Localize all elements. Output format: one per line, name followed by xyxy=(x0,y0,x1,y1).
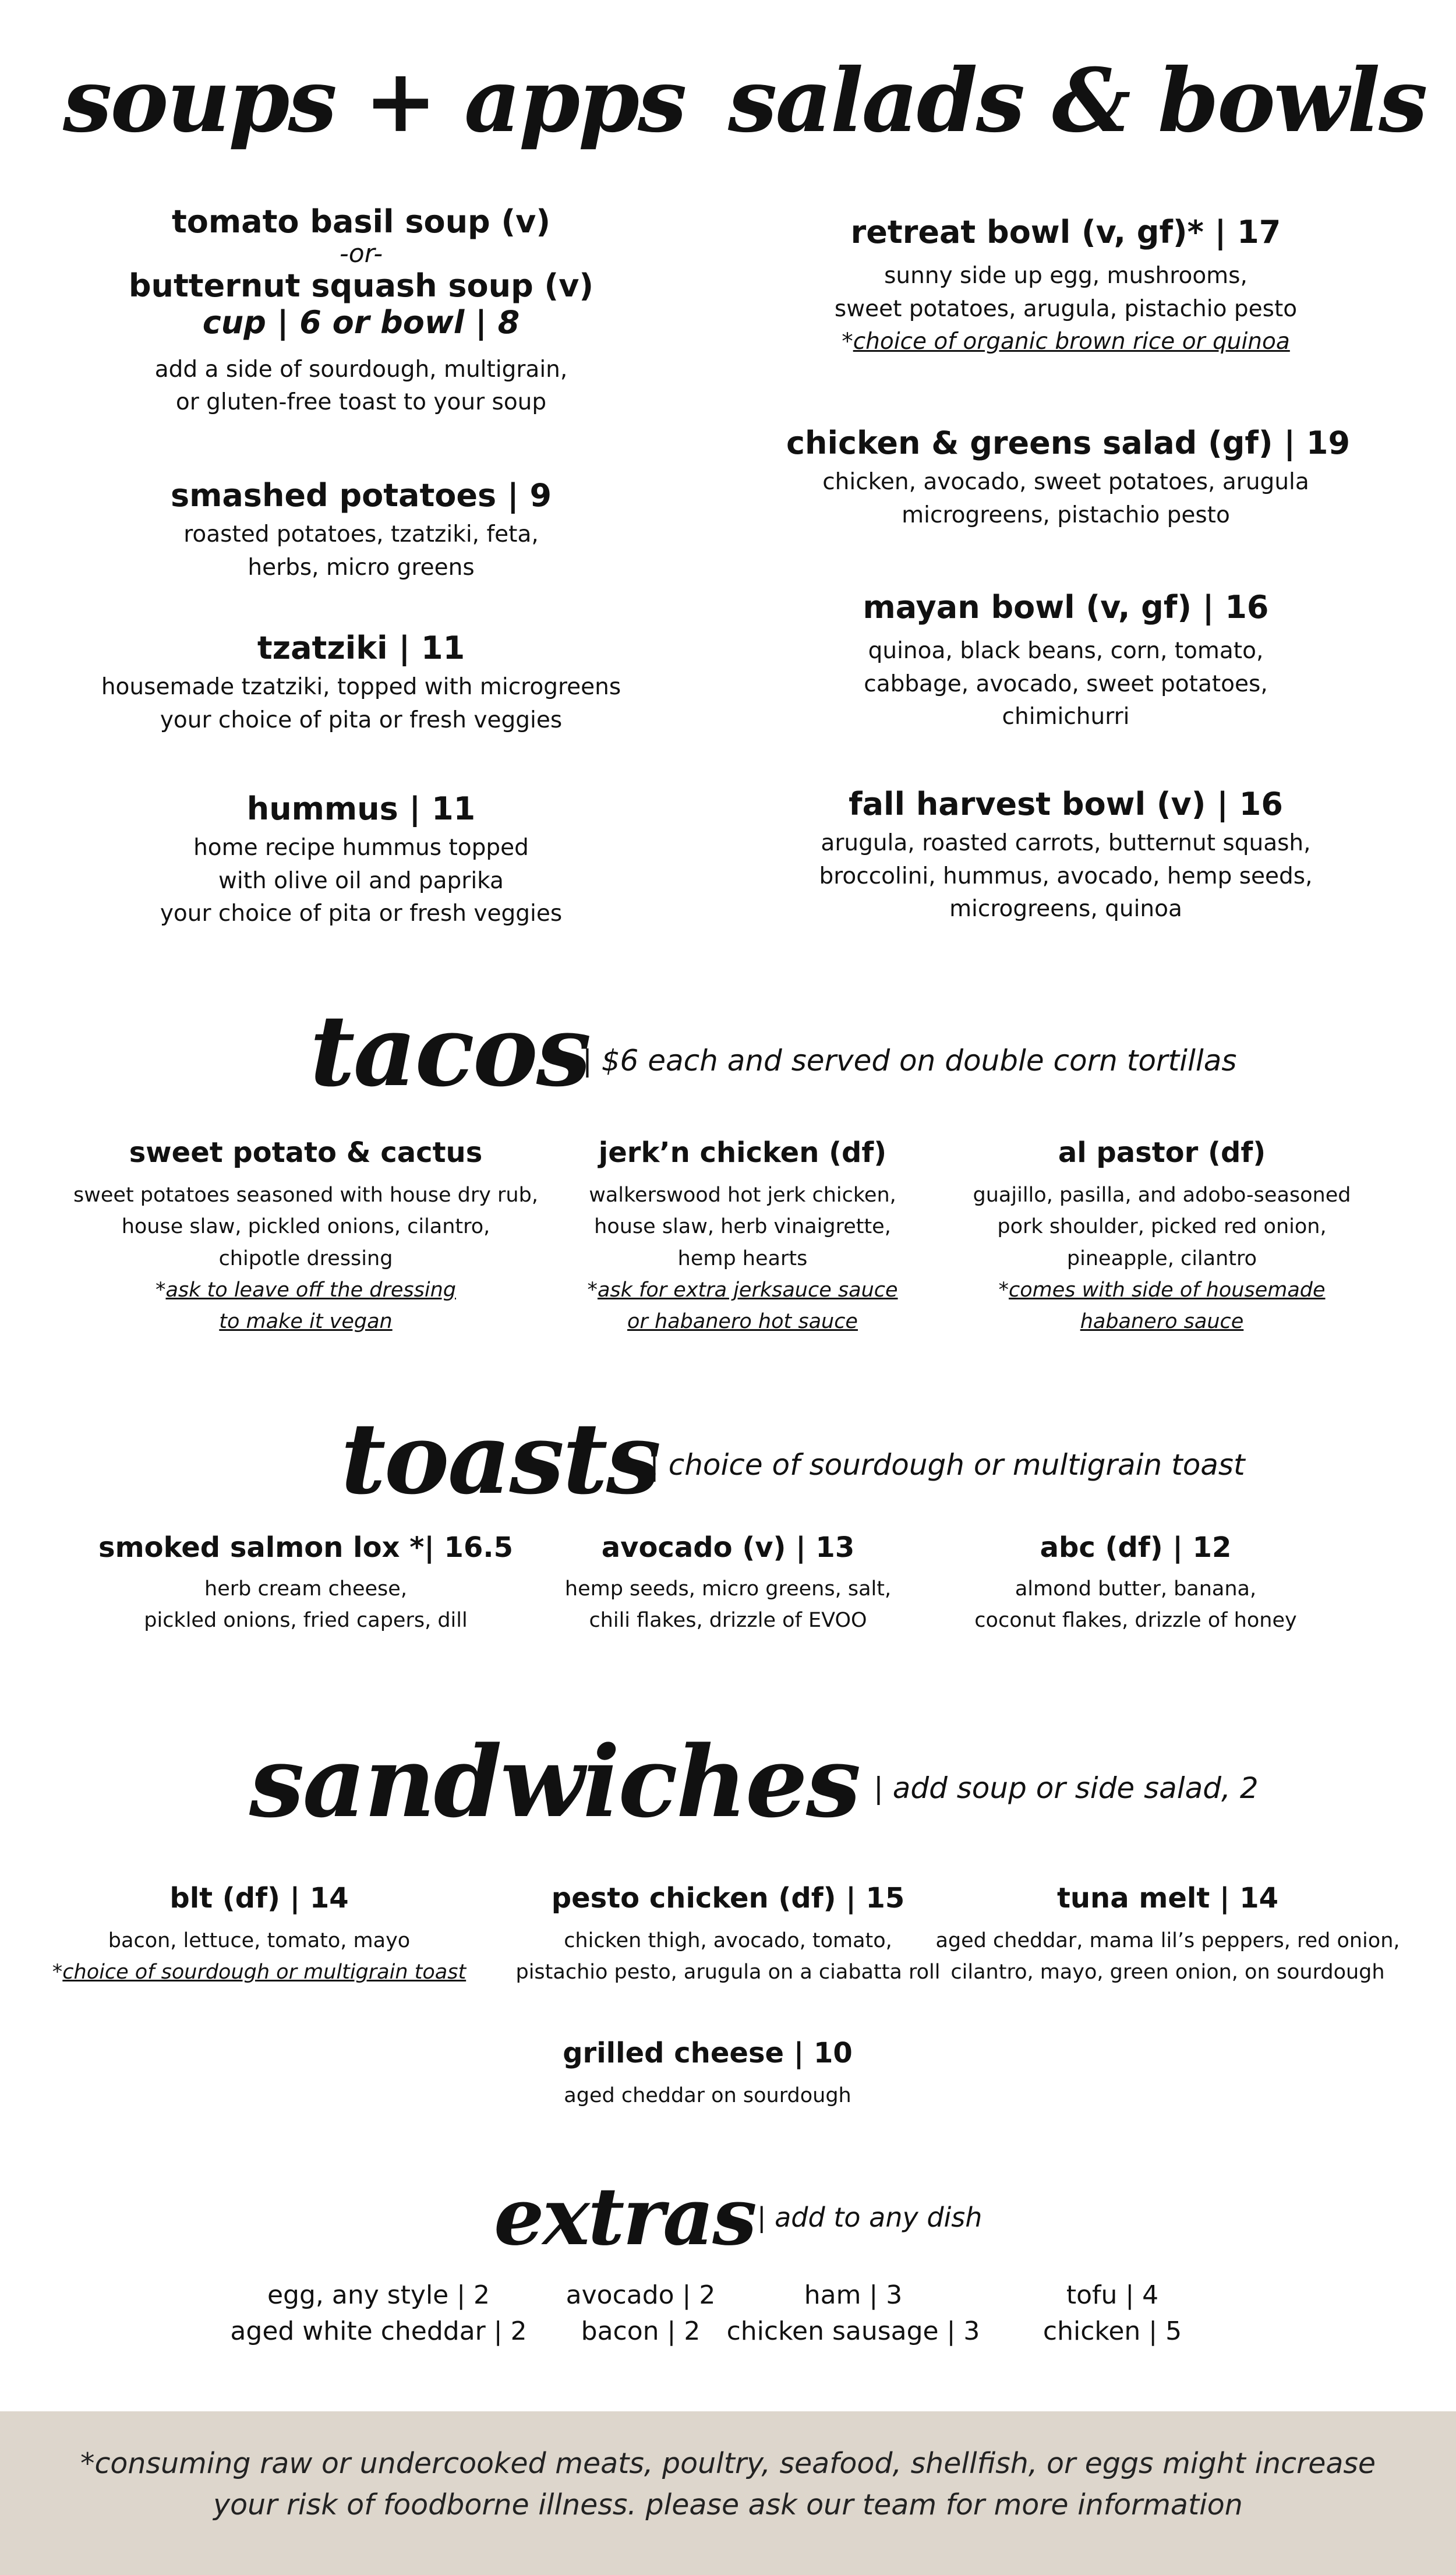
menu-item-fall-harvest-bowl xyxy=(786,786,1345,926)
item-name: smashed potatoes | 9 xyxy=(170,477,552,514)
item-desc: your choice of pita or fresh veggies xyxy=(160,900,563,927)
heading-toasts: toasts xyxy=(341,1401,660,1516)
menu-item-mayan-bowl xyxy=(786,589,1345,734)
item-desc: broccolini, hummus, avocado, hemp seeds, xyxy=(819,863,1313,889)
item-note: habanero sauce xyxy=(1080,1310,1244,1334)
item-name: pesto chicken (df) | 15 xyxy=(551,1882,905,1915)
item-note: *comes with side of housemade xyxy=(998,1278,1326,1302)
item-desc: hemp hearts xyxy=(677,1246,808,1270)
item-desc: with olive oil and paprika xyxy=(218,867,504,894)
item-desc: cabbage, avocado, sweet potatoes, xyxy=(864,670,1268,697)
menu-item-al-pastor-taco xyxy=(920,1137,1404,1337)
extra-item: chicken | 5 xyxy=(1042,2316,1182,2346)
soup-name-1: tomato basil soup (v) xyxy=(171,203,551,240)
heading-sandwiches: sandwiches xyxy=(249,1724,860,1839)
menu-item-smashed-potatoes xyxy=(82,478,641,584)
item-desc: aged cheddar on sourdough xyxy=(564,2084,851,2108)
item-desc: housemade tzatziki, topped with microgreens xyxy=(101,674,621,701)
extras-tagline: | add to any dish xyxy=(757,2202,983,2233)
item-desc: bacon, lettuce, tomato, mayo xyxy=(108,1929,411,1953)
item-desc: sunny side up egg, mushrooms, xyxy=(884,263,1248,289)
tacos-tagline: | $6 each and served on double corn tortillas xyxy=(582,1044,1237,1078)
item-desc: microgreens, pistachio pesto xyxy=(902,501,1230,528)
extra-item: chicken sausage | 3 xyxy=(726,2316,980,2346)
item-desc: your choice of pita or fresh veggies xyxy=(160,707,563,733)
item-desc: chili flakes, drizzle of EVOO xyxy=(589,1609,867,1633)
item-desc: pineapple, cilantro xyxy=(1066,1246,1257,1270)
menu-item-blt xyxy=(35,1882,483,1988)
extra-item: egg, any style | 2 xyxy=(267,2280,490,2310)
menu-item-abc-toast xyxy=(894,1532,1377,1637)
item-name: al pastor (df) xyxy=(1058,1136,1266,1169)
menu-item-sweet-potato-cactus-taco xyxy=(64,1137,547,1337)
item-desc: quinoa, black beans, corn, tomato, xyxy=(868,638,1264,665)
menu-item-smoked-salmon-lox xyxy=(64,1532,547,1637)
item-name: avocado (v) | 13 xyxy=(601,1531,855,1564)
item-desc: pistachio pesto, arugula on a ciabatta roll xyxy=(515,1961,941,1984)
toasts-tagline: | choice of sourdough or multigrain toast xyxy=(649,1448,1245,1482)
item-desc: home recipe hummus topped xyxy=(193,835,529,861)
extra-item: aged white cheddar | 2 xyxy=(230,2316,527,2346)
item-desc: guajillo, pasilla, and adobo-seasoned xyxy=(973,1184,1351,1207)
soup-desc-2: or gluten-free toast to your soup xyxy=(175,389,547,416)
item-desc: herbs, micro greens xyxy=(248,554,475,581)
item-name: grilled cheese | 10 xyxy=(563,2037,853,2069)
item-desc: coconut flakes, drizzle of honey xyxy=(974,1609,1297,1633)
item-name: mayan bowl (v, gf) | 16 xyxy=(863,589,1269,626)
item-note: *choice of sourdough or multigrain toast xyxy=(52,1961,467,1984)
menu-item-hummus xyxy=(82,791,641,931)
item-note: or habanero hot sauce xyxy=(627,1310,858,1334)
item-desc: roasted potatoes, tzatziki, feta, xyxy=(183,521,539,548)
item-name: fall harvest bowl (v) | 16 xyxy=(849,786,1283,822)
item-desc: almond butter, banana, xyxy=(1015,1577,1257,1601)
item-note: *ask to leave off the dressing xyxy=(155,1278,456,1302)
item-desc: microgreens, quinoa xyxy=(949,896,1182,923)
item-desc: chimichurri xyxy=(1002,704,1130,730)
menu-item-chicken-greens-salad xyxy=(786,425,1351,532)
item-note: to make it vegan xyxy=(219,1310,393,1334)
menu-item-jerkn-chicken-taco xyxy=(501,1137,984,1337)
extras-column-4 xyxy=(1025,2277,1200,2349)
heading-soups-apps: soups + apps xyxy=(63,50,685,152)
item-desc: aged cheddar, mama lil’s peppers, red onion, xyxy=(935,1929,1400,1953)
item-name: tuna melt | 14 xyxy=(1056,1882,1279,1915)
footer-disclaimer xyxy=(0,2443,1456,2525)
item-name: hummus | 11 xyxy=(246,790,476,827)
item-desc: chicken, avocado, sweet potatoes, arugula xyxy=(822,469,1309,496)
extras-column-3 xyxy=(725,2277,981,2349)
item-desc: herb cream cheese, xyxy=(204,1577,407,1601)
menu-item-tzatziki xyxy=(82,630,641,737)
soup-name-2: butternut squash soup (v) xyxy=(128,267,594,305)
item-name: sweet potato & cactus xyxy=(129,1136,483,1169)
heading-salads-bowls: salads & bowls xyxy=(728,50,1426,152)
menu-item-pesto-chicken xyxy=(486,1882,970,1988)
item-name: chicken & greens salad (gf) | 19 xyxy=(786,425,1351,461)
extra-item: bacon | 2 xyxy=(581,2316,701,2346)
soup-price: cup | 6 or bowl | 8 xyxy=(202,303,520,341)
item-desc: sweet potatoes, arugula, pistachio pesto xyxy=(834,295,1298,322)
soup-or: -or- xyxy=(339,239,383,269)
item-desc: house slaw, herb vinaigrette, xyxy=(594,1215,891,1239)
extras-column-2 xyxy=(524,2277,757,2349)
menu-item-tuna-melt xyxy=(926,1882,1409,1988)
item-desc: arugula, roasted carrots, butternut squash, xyxy=(821,830,1311,857)
footer-line-2: your risk of foodborne illness. please ask our team for more information xyxy=(213,2488,1243,2522)
menu-item-retreat-bowl xyxy=(786,214,1345,359)
sandwiches-tagline: | add soup or side salad, 2 xyxy=(874,1771,1259,1805)
item-desc: cilantro, mayo, green onion, on sourdough xyxy=(950,1961,1385,1984)
item-desc: walkerswood hot jerk chicken, xyxy=(589,1184,896,1207)
soup-section xyxy=(82,204,641,419)
footer-line-1: *consuming raw or undercooked meats, poultry, seafood, shellfish, or eggs might increase xyxy=(80,2447,1376,2480)
item-name: tzatziki | 11 xyxy=(257,630,465,666)
item-note: *choice of organic brown rice or quinoa xyxy=(842,329,1290,355)
item-desc: pork shoulder, picked red onion, xyxy=(997,1215,1327,1239)
item-desc: hemp seeds, micro greens, salt, xyxy=(564,1577,892,1601)
menu-item-grilled-cheese xyxy=(466,2037,949,2111)
item-desc: house slaw, pickled onions, cilantro, xyxy=(121,1215,490,1239)
extras-column-1 xyxy=(210,2277,547,2349)
heading-extras: extras xyxy=(494,2170,755,2263)
item-desc: chipotle dressing xyxy=(218,1246,393,1270)
heading-tacos: tacos xyxy=(310,993,590,1108)
item-name: retreat bowl (v, gf)* | 17 xyxy=(850,214,1281,250)
extra-item: tofu | 4 xyxy=(1066,2280,1159,2310)
item-name: smoked salmon lox *| 16.5 xyxy=(98,1531,513,1564)
item-name: abc (df) | 12 xyxy=(1040,1531,1232,1564)
item-name: jerk’n chicken (df) xyxy=(598,1136,887,1169)
item-desc: chicken thigh, avocado, tomato, xyxy=(564,1929,892,1953)
extra-item: avocado | 2 xyxy=(566,2280,716,2310)
item-desc: sweet potatoes seasoned with house dry rub, xyxy=(73,1184,538,1207)
item-note: *ask for extra jerksauce sauce xyxy=(587,1278,898,1302)
extra-item: ham | 3 xyxy=(804,2280,903,2310)
item-name: blt (df) | 14 xyxy=(169,1882,349,1915)
soup-desc-1: add a side of sourdough, multigrain, xyxy=(154,356,568,383)
item-desc: pickled onions, fried capers, dill xyxy=(144,1609,468,1633)
